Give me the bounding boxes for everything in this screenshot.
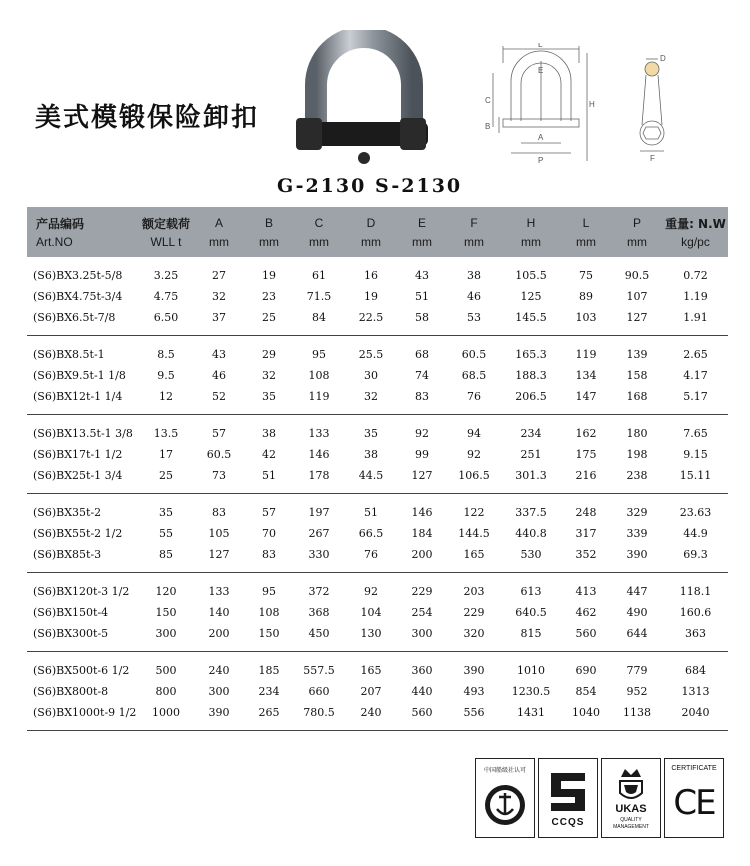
certification-logos: [475, 758, 725, 838]
table-row: [27, 307, 728, 336]
header-cell: E: [417, 216, 426, 230]
table-cell: 300: [208, 685, 230, 698]
table-cell: 57: [212, 427, 226, 440]
table-cell: 92: [467, 448, 481, 461]
table-cell: 1313: [681, 685, 710, 698]
table-cell: 83: [212, 506, 226, 519]
art-no-cell: (S6)BX13.5t-1 3/8: [33, 427, 133, 440]
table-cell: 35: [159, 506, 173, 519]
table-cell: 440.8: [515, 527, 547, 540]
table-cell: 134: [575, 369, 597, 382]
header-unit-cell: mm: [259, 235, 279, 249]
table-cell: 780.5: [293, 702, 345, 731]
table-cell: 339: [626, 527, 648, 540]
table-cell: 180: [626, 427, 648, 440]
table-cell: 337.5: [515, 506, 547, 519]
table-cell: 0.72: [683, 269, 708, 282]
table-cell: 300: [397, 623, 447, 652]
spec-table: [27, 207, 728, 731]
table-cell: 23.63: [679, 506, 712, 519]
table-cell: 74: [415, 369, 429, 382]
table-cell: 107: [626, 290, 648, 303]
dim-label-f: F: [650, 154, 655, 163]
table-cell: 70: [262, 527, 276, 540]
table-cell: 150: [245, 623, 293, 652]
table-cell: 68.5: [461, 369, 487, 382]
table-cell: 25: [139, 465, 193, 494]
table-cell: 390: [611, 544, 663, 573]
art-no-cell: (S6)BX9.5t-1 1/8: [33, 369, 126, 382]
art-no-cell: (S6)BX8.5t-1: [33, 348, 105, 361]
table-cell: 145.5: [501, 307, 561, 336]
header-unit-cell: WLL t: [150, 235, 182, 249]
table-cell: 238: [611, 465, 663, 494]
table-cell: 200: [193, 623, 245, 652]
table-cell: 85: [139, 544, 193, 573]
table-cell: 660: [308, 685, 330, 698]
table-cell: 1230.5: [511, 685, 551, 698]
table-cell: 89: [579, 290, 593, 303]
table-cell: 6.50: [139, 307, 193, 336]
header-cell: 产品编码: [36, 216, 85, 231]
table-cell: 178: [293, 465, 345, 494]
table-cell: 68: [415, 348, 429, 361]
table-cell: 58: [397, 307, 447, 336]
table-cell: 1.19: [683, 290, 708, 303]
header-unit-cell: Art.NO: [36, 235, 73, 249]
table-cell: 175: [575, 448, 597, 461]
spec-table-body: [27, 257, 728, 731]
table-cell: 500: [155, 664, 177, 677]
header-unit-cell: kg/pc: [681, 235, 710, 249]
table-cell: 38: [364, 448, 378, 461]
table-cell: 234: [258, 685, 280, 698]
dim-label-a: A: [538, 133, 544, 142]
art-no-cell: (S6)BX17t-1 1/2: [33, 448, 123, 461]
table-cell: 330: [293, 544, 345, 573]
table-cell: 127: [193, 544, 245, 573]
header-cell: B: [264, 216, 273, 230]
art-no-cell: (S6)BX300t-5: [27, 623, 139, 652]
table-cell: 106.5: [447, 465, 501, 494]
shackle-side-diagram: [632, 55, 678, 165]
table-cell: 1000: [139, 702, 193, 731]
art-no-cell: (S6)BX12t-1 1/4: [27, 386, 139, 415]
table-cell: 73: [193, 465, 245, 494]
header-cell: 额定载荷: [141, 216, 190, 231]
table-cell: 38: [467, 269, 481, 282]
table-cell: 240: [345, 702, 397, 731]
table-cell: 390: [193, 702, 245, 731]
table-cell: 493: [463, 685, 485, 698]
table-cell: 165.3: [515, 348, 547, 361]
table-cell: 42: [262, 448, 276, 461]
table-cell: 30: [364, 369, 378, 382]
shackle-photo: [296, 30, 432, 174]
table-cell: 184: [411, 527, 433, 540]
table-cell: 95: [262, 585, 276, 598]
table-cell: 46: [212, 369, 226, 382]
art-no-cell: (S6)BX1000t-9 1/2: [27, 702, 139, 731]
cccs-logo: [475, 758, 535, 838]
table-cell: 9.5: [157, 369, 175, 382]
table-cell: 105.5: [515, 269, 547, 282]
ce-header: CERTIFICATE: [671, 765, 717, 772]
header-unit-cell: mm: [209, 235, 229, 249]
table-row: [27, 494, 728, 524]
table-cell: 150: [155, 606, 177, 619]
table-cell: 372: [308, 585, 330, 598]
dim-label-b: B: [485, 122, 491, 131]
page-title: 美式模锻保险卸扣: [35, 103, 260, 133]
art-no-cell: (S6)BX55t-2 1/2: [33, 527, 123, 540]
table-cell: 51: [245, 465, 293, 494]
table-cell: 83: [397, 386, 447, 415]
table-cell: 363: [663, 623, 728, 652]
spec-table-wrapper: [27, 207, 728, 731]
table-cell: 43: [415, 269, 429, 282]
dim-label-h: H: [589, 100, 595, 109]
table-cell: 7.65: [683, 427, 708, 440]
table-cell: 55: [159, 527, 173, 540]
table-cell: 52: [193, 386, 245, 415]
table-cell: 29: [262, 348, 276, 361]
table-cell: 168: [611, 386, 663, 415]
table-cell: 2040: [663, 702, 728, 731]
table-cell: 103: [561, 307, 611, 336]
table-cell: 108: [258, 606, 280, 619]
table-cell: 644: [611, 623, 663, 652]
table-cell: 854: [575, 685, 597, 698]
table-cell: 200: [397, 544, 447, 573]
table-cell: 815: [501, 623, 561, 652]
table-cell: 4.75: [153, 290, 179, 303]
header-unit-cell: mm: [464, 235, 484, 249]
dim-label-e: E: [538, 66, 544, 75]
header-cell: 重量: N.W: [665, 216, 726, 231]
table-cell: 206.5: [501, 386, 561, 415]
table-row: [27, 365, 728, 386]
table-cell: 165: [360, 664, 382, 677]
dim-label-p: P: [538, 156, 544, 165]
table-cell: 188.3: [515, 369, 547, 382]
table-cell: 44.5: [345, 465, 397, 494]
dim-label-c: C: [485, 96, 491, 105]
spec-table-header: [27, 207, 728, 257]
table-cell: 1431: [501, 702, 561, 731]
table-cell: 43: [212, 348, 226, 361]
table-cell: 104: [360, 606, 382, 619]
table-cell: 13.5: [153, 427, 179, 440]
art-no-cell: (S6)BX85t-3: [27, 544, 139, 573]
table-cell: 35: [364, 427, 378, 440]
table-cell: 83: [245, 544, 293, 573]
table-cell: 329: [626, 506, 648, 519]
table-cell: 3.25: [153, 269, 179, 282]
table-cell: 51: [415, 290, 429, 303]
art-no-cell: (S6)BX35t-2: [33, 506, 102, 519]
table-cell: 160.6: [679, 606, 712, 619]
ce-mark: CE: [673, 783, 715, 823]
table-cell: 165: [447, 544, 501, 573]
table-cell: 90.5: [624, 269, 650, 282]
table-cell: 133: [208, 585, 230, 598]
table-cell: 53: [447, 307, 501, 336]
model-codes: G-2130 S-2130: [277, 175, 463, 197]
table-cell: 38: [262, 427, 276, 440]
table-cell: 490: [626, 606, 648, 619]
table-cell: 12: [139, 386, 193, 415]
table-cell: 560: [397, 702, 447, 731]
table-cell: 684: [685, 664, 706, 677]
art-no-cell: (S6)BX3.25t-5/8: [33, 269, 123, 282]
table-cell: 450: [293, 623, 345, 652]
ce-logo: [664, 758, 724, 838]
table-cell: 5.17: [663, 386, 728, 415]
art-no-cell: (S6)BX4.75t-3/4: [33, 290, 123, 303]
cccs-text: 中国船级社认可: [483, 767, 526, 774]
table-cell: 248: [575, 506, 597, 519]
table-cell: 254: [411, 606, 433, 619]
art-no-cell: (S6)BX150t-4: [33, 606, 109, 619]
table-row: [27, 386, 728, 415]
ccqs-text: CCQS: [551, 817, 585, 828]
table-cell: 130: [345, 623, 397, 652]
table-cell: 1138: [611, 702, 663, 731]
table-cell: 44.9: [683, 527, 708, 540]
table-cell: 197: [308, 506, 330, 519]
table-cell: 92: [415, 427, 429, 440]
header-cell: C: [314, 216, 324, 230]
table-cell: 301.3: [501, 465, 561, 494]
table-cell: 84: [293, 307, 345, 336]
table-cell: 234: [520, 427, 542, 440]
header-cell: D: [366, 216, 376, 230]
table-cell: 440: [411, 685, 433, 698]
table-cell: 75: [579, 269, 593, 282]
table-cell: 118.1: [679, 585, 712, 598]
table-cell: 25: [245, 307, 293, 336]
table-row: [27, 602, 728, 623]
table-cell: 127: [611, 307, 663, 336]
table-cell: 2.65: [683, 348, 708, 361]
table-cell: 4.17: [683, 369, 708, 382]
table-cell: 27: [212, 269, 226, 282]
art-no-cell: (S6)BX120t-3 1/2: [33, 585, 130, 598]
table-cell: 35: [245, 386, 293, 415]
table-cell: 198: [626, 448, 648, 461]
table-cell: 144.5: [458, 527, 490, 540]
table-cell: 352: [561, 544, 611, 573]
table-cell: 9.15: [683, 448, 708, 461]
table-cell: 557.5: [303, 664, 335, 677]
table-cell: 19: [364, 290, 378, 303]
header-unit-cell: mm: [309, 235, 329, 249]
table-cell: 46: [467, 290, 481, 303]
art-no-cell: (S6)BX500t-6 1/2: [33, 664, 130, 677]
table-cell: 320: [447, 623, 501, 652]
table-cell: 300: [139, 623, 193, 652]
table-cell: 19: [262, 269, 276, 282]
header-unit-cell: mm: [412, 235, 432, 249]
table-cell: 120: [155, 585, 177, 598]
table-cell: 119: [293, 386, 345, 415]
table-cell: 1010: [517, 664, 545, 677]
table-cell: 251: [520, 448, 542, 461]
header-cell: A: [214, 216, 223, 230]
table-cell: 147: [561, 386, 611, 415]
dim-label-l: L: [538, 43, 543, 49]
anchor-icon: [476, 759, 534, 837]
table-cell: 368: [308, 606, 330, 619]
shackle-front-diagram: [483, 43, 598, 171]
ukas-sub2: MANAGEMENT: [613, 824, 649, 830]
table-cell: 32: [212, 290, 226, 303]
table-cell: 23: [262, 290, 276, 303]
table-cell: 119: [575, 348, 597, 361]
table-cell: 94: [467, 427, 481, 440]
table-row: [27, 523, 728, 544]
table-cell: 216: [561, 465, 611, 494]
art-no-cell: (S6)BX800t-8: [33, 685, 109, 698]
art-no-cell: (S6)BX6.5t-7/8: [27, 307, 139, 336]
table-cell: 57: [262, 506, 276, 519]
table-cell: 60.5: [206, 448, 232, 461]
table-row: [27, 336, 728, 366]
table-cell: 71.5: [306, 290, 332, 303]
table-cell: 640.5: [515, 606, 547, 619]
table-cell: 229: [463, 606, 485, 619]
table-cell: 15.11: [663, 465, 728, 494]
table-cell: 95: [312, 348, 326, 361]
table-cell: 22.5: [345, 307, 397, 336]
dim-label-d: D: [660, 55, 666, 63]
table-cell: 265: [245, 702, 293, 731]
table-row: [27, 652, 728, 682]
table-cell: 1040: [561, 702, 611, 731]
table-cell: 447: [626, 585, 648, 598]
table-row: [27, 702, 728, 731]
table-row: [27, 573, 728, 603]
table-cell: 140: [208, 606, 230, 619]
table-cell: 690: [575, 664, 597, 677]
table-cell: 229: [411, 585, 433, 598]
table-cell: 462: [575, 606, 597, 619]
table-cell: 162: [575, 427, 597, 440]
table-cell: 560: [561, 623, 611, 652]
table-cell: 51: [364, 506, 378, 519]
table-cell: 952: [626, 685, 648, 698]
table-cell: 317: [575, 527, 597, 540]
table-cell: 127: [397, 465, 447, 494]
table-cell: 60.5: [461, 348, 487, 361]
table-cell: 556: [447, 702, 501, 731]
table-cell: 207: [360, 685, 382, 698]
table-row: [27, 444, 728, 465]
table-cell: 146: [308, 448, 330, 461]
table-row: [27, 681, 728, 702]
table-cell: 240: [208, 664, 230, 677]
table-row: [27, 623, 728, 652]
table-cell: 66.5: [358, 527, 384, 540]
table-cell: 32: [345, 386, 397, 415]
ukas-sub1: QUALITY: [620, 817, 642, 823]
table-cell: 99: [415, 448, 429, 461]
table-cell: 125: [520, 290, 542, 303]
table-cell: 76: [345, 544, 397, 573]
table-cell: 146: [411, 506, 433, 519]
table-cell: 800: [155, 685, 177, 698]
header-cell: L: [582, 216, 590, 230]
table-cell: 1.91: [663, 307, 728, 336]
table-cell: 105: [208, 527, 230, 540]
table-cell: 17: [159, 448, 173, 461]
table-cell: 16: [364, 269, 378, 282]
table-cell: 139: [626, 348, 648, 361]
table-cell: 530: [501, 544, 561, 573]
table-cell: 122: [463, 506, 485, 519]
header-unit-cell: mm: [521, 235, 541, 249]
table-row: [27, 286, 728, 307]
table-cell: 203: [463, 585, 485, 598]
table-cell: 8.5: [157, 348, 175, 361]
table-row: [27, 465, 728, 494]
art-no-cell: (S6)BX25t-1 3/4: [27, 465, 139, 494]
table-cell: 360: [411, 664, 433, 677]
table-cell: 61: [312, 269, 326, 282]
ukas-logo: [601, 758, 661, 838]
table-cell: 413: [575, 585, 597, 598]
ukas-text: UKAS: [615, 803, 647, 815]
table-cell: 37: [193, 307, 245, 336]
table-cell: 92: [364, 585, 378, 598]
table-cell: 133: [308, 427, 330, 440]
table-cell: 32: [262, 369, 276, 382]
table-cell: 185: [258, 664, 280, 677]
ccqs-logo: [538, 758, 598, 838]
table-row: [27, 257, 728, 286]
table-cell: 69.3: [663, 544, 728, 573]
header-unit-cell: mm: [627, 235, 647, 249]
table-cell: 158: [626, 369, 648, 382]
table-cell: 108: [308, 369, 330, 382]
table-cell: 76: [447, 386, 501, 415]
header-cell: P: [632, 216, 641, 230]
header-unit-cell: mm: [361, 235, 381, 249]
header-unit-cell: mm: [576, 235, 596, 249]
table-row: [27, 544, 728, 573]
table-cell: 267: [308, 527, 330, 540]
table-cell: 779: [626, 664, 648, 677]
header-cell: F: [470, 216, 478, 230]
table-row: [27, 415, 728, 445]
header-cell: H: [526, 216, 536, 230]
table-cell: 25.5: [358, 348, 384, 361]
table-cell: 390: [463, 664, 485, 677]
table-cell: 613: [520, 585, 542, 598]
